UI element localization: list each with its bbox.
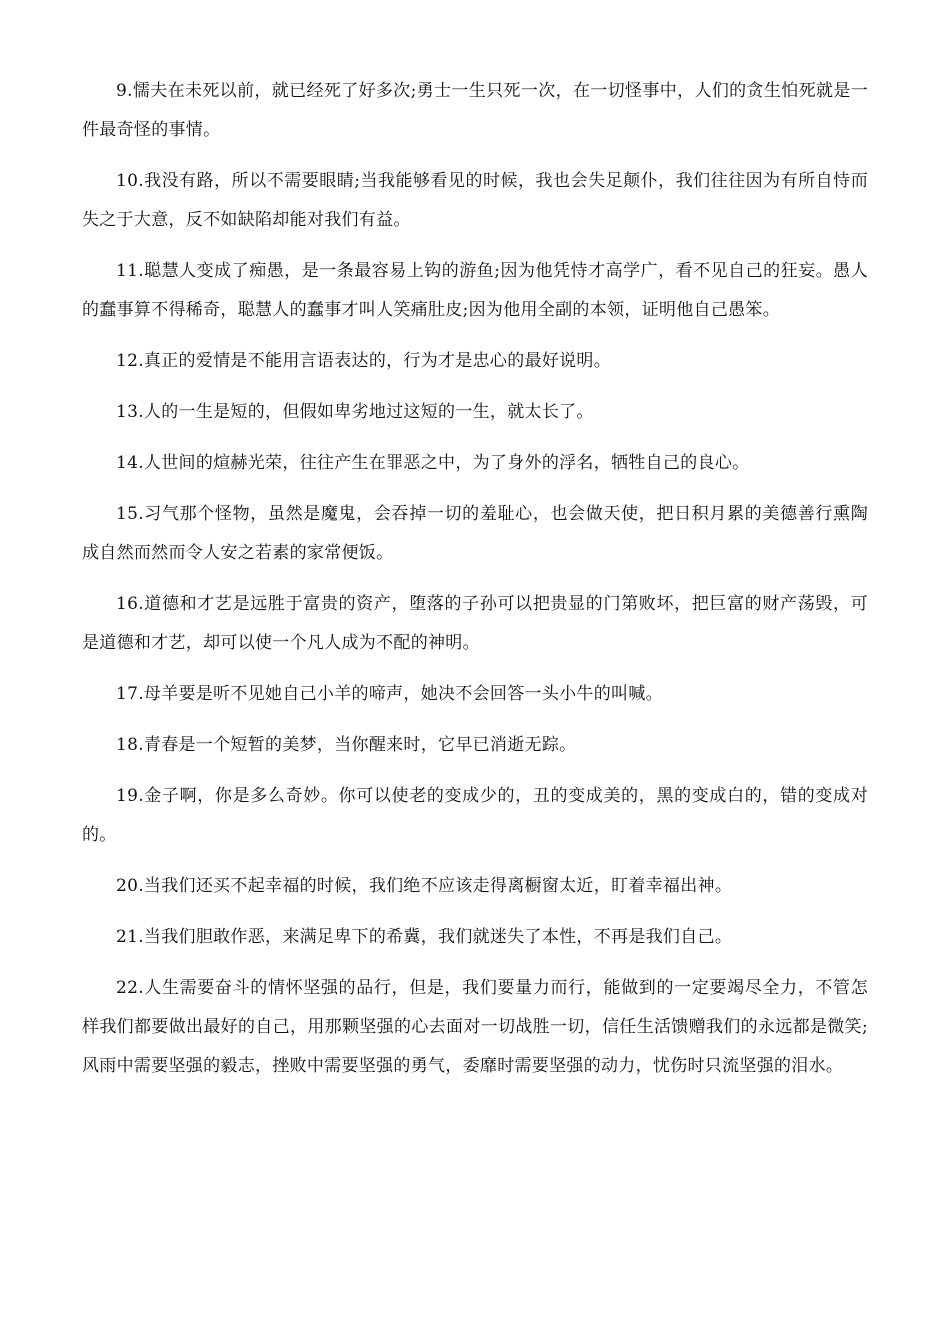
quote-paragraph-22: 22.人生需要奋斗的情怀坚强的品行，但是，我们要量力而行，能做到的一定要竭尽全力，不管怎样我们都要做出最好的自己，用那颗坚强的心去面对一切战胜一切，信任生活馈赠我们的永远都是微笑;风雨中需要坚强的毅志，挫败中需要坚强的勇气，委靡时需要坚强的动力，忧伤时只流坚强的泪水。 bbox=[82, 978, 868, 1076]
quote-paragraph-11: 11.聪慧人变成了痴愚，是一条最容易上钩的游鱼;因为他凭恃才高学广，看不见自己的狂妄。愚人的蠢事算不得稀奇，聪慧人的蠢事才叫人笑痛肚皮;因为他用全副的本领，证明他自己愚笨。 bbox=[82, 261, 868, 320]
quote-paragraph-16: 16.道德和才艺是远胜于富贵的资产，堕落的子孙可以把贵显的门第败坏，把巨富的财产荡毁，可是道德和才艺，却可以使一个凡人成为不配的神明。 bbox=[82, 594, 868, 653]
quote-paragraph-13: 13.人的一生是短的，但假如卑劣地过这短的一生，就太长了。 bbox=[116, 402, 594, 422]
quote-paragraph-19: 19.金子啊，你是多么奇妙。你可以使老的变成少的，丑的变成美的，黑的变成白的，错的变成对的。 bbox=[82, 786, 868, 845]
quote-paragraph-18: 18.青春是一个短暂的美梦，当你醒来时，它早已消逝无踪。 bbox=[116, 735, 577, 755]
quote-paragraph-9: 9.懦夫在未死以前，就已经死了好多次;勇士一生只死一次，在一切怪事中，人们的贪生怕死就是一件最奇怪的事情。 bbox=[82, 81, 868, 140]
quote-paragraph-20: 20.当我们还买不起幸福的时候，我们绝不应该走得离橱窗太近，盯着幸福出神。 bbox=[116, 876, 733, 896]
quote-paragraph-15: 15.习气那个怪物，虽然是魔鬼，会吞掉一切的羞耻心，也会做天使，把日积月累的美德善行熏陶成自然而然而令人安之若素的家常便饭。 bbox=[82, 504, 868, 563]
quote-paragraph-12: 12.真正的爱情是不能用言语表达的，行为才是忠心的最好说明。 bbox=[116, 351, 612, 371]
quote-paragraph-10: 10.我没有路，所以不需要眼睛;当我能够看见的时候，我也会失足颠仆，我们往往因为有所自恃而失之于大意，反不如缺陷却能对我们有益。 bbox=[82, 171, 868, 230]
document-page bbox=[82, 72, 868, 1098]
quote-paragraph-21: 21.当我们胆敢作恶，来满足卑下的希冀，我们就迷失了本性，不再是我们自己。 bbox=[116, 927, 733, 947]
quote-paragraph-17: 17.母羊要是听不见她自己小羊的啼声，她决不会回答一头小牛的叫喊。 bbox=[116, 684, 663, 704]
quote-paragraph-14: 14.人世间的煊赫光荣，往往产生在罪恶之中，为了身外的浮名，牺牲自己的良心。 bbox=[116, 453, 750, 473]
